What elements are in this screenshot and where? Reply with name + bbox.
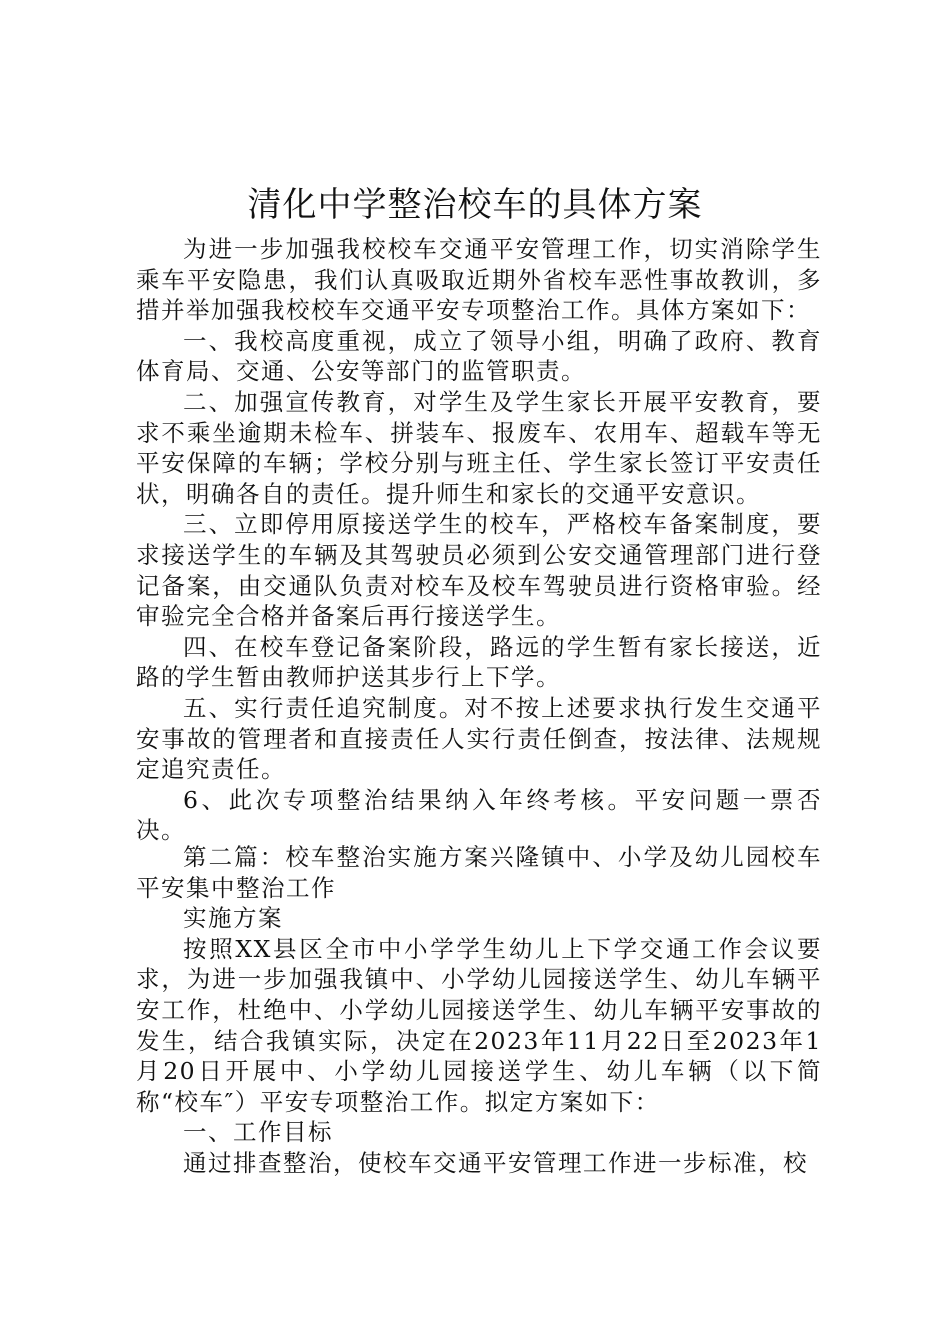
section-1-body — [136, 234, 822, 846]
paragraph-item-6: 6、此次专项整治结果纳入年终考核。平安问题一票否决。 — [136, 785, 822, 845]
section-2-body — [136, 842, 822, 1179]
paragraph-work-goals: 通过排查整治，使校车交通平安管理工作进一步标准，校 — [183, 1148, 808, 1177]
section-2-heading: 第二篇：校车整治实施方案兴隆镇中、小学及幼儿园校车平安集中整治工作 — [136, 843, 822, 902]
paragraph-item-2: 二、加强宣传教育，对学生及学生家长开展平安教育，要求不乘坐逾期未检车、拼装车、报废车、农用车、超载车等无平安保障的车辆；学校分别与班主任、学生家长签订平安责任状，明确各自的责任。提升师生和家长的交通平安意识。 — [136, 387, 822, 508]
paragraph-intro: 为进一步加强我校校车交通平安管理工作，切实消除学生乘车平安隐患，我们认真吸取近期外省校车恶性事故教训，多措并举加强我校校车交通平安专项整治工作。具体方案如下： — [136, 235, 822, 325]
paragraph-plan-intro: 按照XX县区全市中小学学生幼儿上下学交通工作会议要求，为进一步加强我镇中、小学幼儿园接送学生、幼儿车辆平安工作，杜绝中、小学幼儿园接送学生、幼儿车辆平安事故的发生，结合我镇实际，决定在2023年11月22日至2023年1月20日开展中、小学幼儿园接送学生、幼儿车辆（以下简称“校车″）平安专项整治工作。拟定方案如下： — [136, 934, 822, 1116]
paragraph-item-5: 五、实行责任追究制度。对不按上述要求执行发生交通平安事故的管理者和直接责任人实行责任倒查，按法律、法规规定追究责任。 — [136, 693, 822, 784]
paragraph-item-4: 四、在校车登记备案阶段，路远的学生暂有家长接送，近路的学生暂由教师护送其步行上下学。 — [136, 632, 822, 692]
paragraph-item-1: 一、我校高度重视，成立了领导小组，明确了政府、教育体育局、交通、公安等部门的监管职责。 — [136, 326, 822, 386]
paragraph-item-3: 三、立即停用原接送学生的校车，严格校车备案制度，要求接送学生的车辆及其驾驶员必须到公安交通管理部门进行登记备案，由交通队负责对校车及校车驾驶员进行资格审验。经审验完全合格并备案后再行接送学生。 — [136, 510, 822, 631]
document-title: 清化中学整治校车的具体方案 — [247, 185, 703, 225]
heading-work-goals: 一、工作目标 — [183, 1118, 333, 1147]
section-2-subheading: 实施方案 — [183, 904, 283, 933]
